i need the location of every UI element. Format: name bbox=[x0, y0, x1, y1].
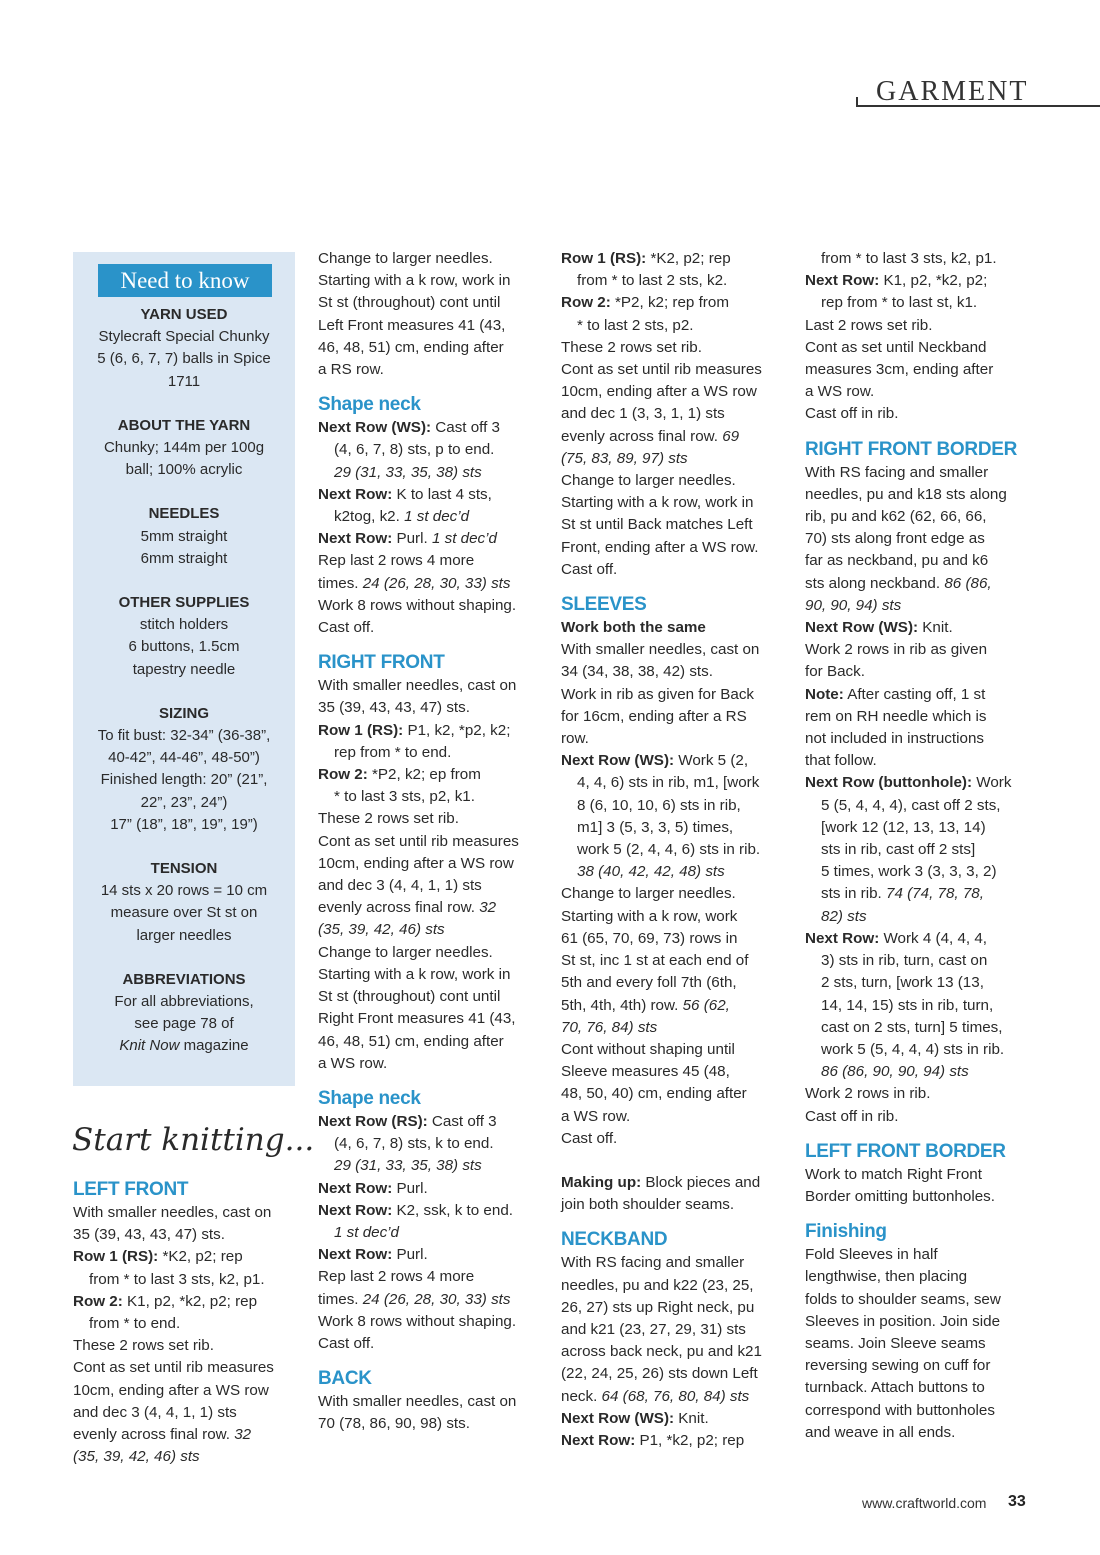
next-row: Next Row: Purl. 1 st dec’d bbox=[318, 530, 497, 548]
tension-line: measure over St st on bbox=[110, 904, 258, 922]
text-line: Fold Sleeves in half bbox=[805, 1246, 938, 1264]
text-line: 14, 14, 15) sts in rib, turn, bbox=[821, 996, 994, 1014]
text-line: 5 times, work 3 (3, 3, 3, 2) bbox=[821, 863, 997, 881]
text-line: * to last 2 sts, p2. bbox=[577, 316, 694, 334]
next-row: Next Row (WS): Cast off 3 bbox=[318, 419, 501, 437]
text-line: Work 2 rows in rib. bbox=[805, 1085, 931, 1103]
text-line: sts in rib. 74 (74, 78, 78, bbox=[821, 885, 984, 903]
next-row: Next Row (WS): Work 5 (2, bbox=[561, 752, 749, 770]
text-line: 10cm, ending after a WS row bbox=[73, 1381, 269, 1399]
header-rule-tick bbox=[856, 97, 858, 106]
text-line: Cont as set until rib measures bbox=[561, 361, 762, 379]
text-line: correspond with buttonholes bbox=[805, 1401, 995, 1419]
sizing-line: 40-42”, 44-46”, 48-50”) bbox=[108, 749, 260, 767]
text-line: a WS row. bbox=[805, 383, 875, 401]
text-line: sts in rib, cast off 2 sts] bbox=[821, 841, 976, 859]
text-line: sts along neckband. 86 (86, bbox=[805, 574, 992, 592]
text-line: 70, 76, 84) sts bbox=[561, 1018, 658, 1036]
text-line: Work 8 rows without shaping. bbox=[318, 1312, 517, 1330]
text-line: 29 (31, 33, 35, 38) sts bbox=[334, 1157, 482, 1175]
abbreviations-magazine: Knit Now magazine bbox=[119, 1037, 249, 1055]
text-line: (4, 6, 7, 8) sts, k to end. bbox=[334, 1135, 494, 1153]
text-line: Cont as set until rib measures bbox=[318, 832, 519, 850]
note: Note: After casting off, 1 st bbox=[805, 685, 986, 703]
finishing-heading: Finishing bbox=[805, 1221, 887, 1243]
left-front-heading: LEFT FRONT bbox=[73, 1179, 189, 1200]
text-line: not included in instructions bbox=[805, 730, 984, 748]
other-supplies-title: OTHER SUPPLIES bbox=[118, 594, 250, 612]
text-line: Cast off. bbox=[561, 560, 618, 578]
abbreviations-line: see page 78 of bbox=[134, 1015, 234, 1033]
yarn-used-title: YARN USED bbox=[140, 306, 228, 323]
text-line: across back neck, pu and k21 bbox=[561, 1343, 762, 1361]
text-line: With RS facing and smaller bbox=[805, 463, 989, 481]
other-supplies-line: tapestry needle bbox=[132, 660, 236, 678]
text-line: 70) sts along front edge as bbox=[805, 530, 985, 548]
text-line: 82) sts bbox=[821, 907, 867, 925]
text-line: 29 (31, 33, 35, 38) sts bbox=[334, 463, 482, 481]
text-line: needles, pu and k22 (23, 25, bbox=[561, 1276, 754, 1294]
text-line: Work in rib as given for Back bbox=[561, 685, 755, 703]
text-line: Work 8 rows without shaping. bbox=[318, 596, 517, 614]
text-line: With RS facing and smaller bbox=[561, 1254, 745, 1272]
text-line: Cast off in rib. bbox=[805, 1107, 899, 1125]
text-line: Cont without shaping until bbox=[561, 1040, 735, 1058]
text-line: far as neckband, pu and k6 bbox=[805, 552, 989, 570]
text-line: 1 st dec’d bbox=[334, 1223, 400, 1241]
text-line: (75, 83, 89, 97) sts bbox=[561, 449, 688, 467]
text-line: Left Front measures 41 (43, bbox=[318, 316, 506, 334]
text-line: times. 24 (26, 28, 30, 33) sts bbox=[318, 574, 511, 592]
footer-url[interactable]: www.craftworld.com bbox=[862, 1495, 987, 1511]
tension-line: 14 sts x 20 rows = 10 cm bbox=[100, 882, 268, 900]
text-line: 34 (34, 38, 38, 42) sts. bbox=[561, 663, 713, 681]
text-line: With smaller needles, cast on bbox=[561, 641, 760, 659]
other-supplies-line: 6 buttons, 1.5cm bbox=[128, 638, 240, 656]
section-label: GARMENT bbox=[876, 76, 1029, 107]
sizing-line: 17” (18”, 18”, 19”, 19”) bbox=[110, 815, 258, 833]
sizing-title: SIZING bbox=[158, 704, 209, 722]
needles-line: 5mm straight bbox=[140, 527, 228, 545]
sleeves-heading: SLEEVES bbox=[561, 594, 647, 616]
text-line: With smaller needles, cast on bbox=[318, 677, 517, 695]
text-line: St st (throughout) cont until bbox=[318, 988, 501, 1006]
about-yarn-line: ball; 100% acrylic bbox=[125, 461, 243, 479]
text-line: 10cm, ending after a WS row bbox=[318, 854, 514, 872]
text-line: (35, 39, 42, 46) sts bbox=[73, 1448, 200, 1466]
text-line: that follow. bbox=[805, 752, 877, 770]
text-line: 90, 90, 94) sts bbox=[805, 596, 902, 614]
about-yarn-line: Chunky; 144m per 100g bbox=[103, 439, 265, 457]
text-line: Change to larger needles. bbox=[318, 943, 493, 961]
text-line: * to last 3 sts, p2, k1. bbox=[334, 788, 475, 806]
back-heading: BACK bbox=[318, 1368, 372, 1390]
neckband-heading: NECKBAND bbox=[561, 1229, 668, 1251]
text-line: for 16cm, ending after a RS bbox=[561, 707, 747, 725]
tension-line: larger needles bbox=[136, 926, 232, 944]
text-line: rib, pu and k62 (62, 66, 66, bbox=[805, 508, 987, 526]
text-line: cast on 2 sts, turn] 5 times, bbox=[821, 1018, 1003, 1036]
text-line: evenly across final row. 32 bbox=[318, 899, 497, 917]
text-line: from * to last 3 sts, k2, p1. bbox=[821, 250, 997, 267]
sleeves-subheading: Work both the same bbox=[561, 619, 706, 637]
sizing-line: 22”, 23”, 24”) bbox=[140, 793, 228, 811]
text-line: 5th and every foll 7th (6th, bbox=[561, 974, 737, 992]
page-number: 33 bbox=[1008, 1493, 1026, 1510]
text-line: Starting with a k row, work bbox=[561, 907, 738, 925]
row-2: Row 2: *P2, k2; ep from bbox=[318, 766, 481, 784]
text-line: join both shoulder seams. bbox=[561, 1196, 735, 1214]
text-line: and dec 3 (4, 4, 1, 1) sts bbox=[73, 1403, 237, 1421]
text-line: Change to larger needles. bbox=[561, 885, 736, 903]
next-row: Next Row (RS): Cast off 3 bbox=[318, 1112, 497, 1130]
next-row: Next Row: K1, p2, *k2, p2; bbox=[805, 272, 988, 290]
text-line: turnback. Attach buttons to bbox=[805, 1379, 985, 1397]
next-row: Next Row (WS): Knit. bbox=[561, 1409, 709, 1427]
text-line: St st (throughout) cont until bbox=[318, 294, 501, 312]
text-line: 35 (39, 43, 43, 47) sts. bbox=[318, 699, 470, 717]
text-line: These 2 rows set rib. bbox=[73, 1337, 214, 1355]
row-2: Row 2: *P2, k2; rep from bbox=[561, 294, 729, 312]
text-line: measures 3cm, ending after bbox=[805, 361, 994, 379]
text-line: Sleeves in position. Join side bbox=[805, 1312, 1001, 1330]
text-line: 5 (5, 4, 4, 4), cast off 2 sts, bbox=[821, 796, 1001, 814]
text-line: (22, 24, 25, 26) sts down Left bbox=[561, 1365, 758, 1383]
text-line: Cast off. bbox=[318, 1334, 375, 1352]
needles-title: NEEDLES bbox=[148, 505, 220, 523]
text-line: 3) sts in rib, turn, cast on bbox=[821, 952, 988, 970]
shape-neck-heading: Shape neck bbox=[318, 1087, 421, 1109]
left-front-border-heading: LEFT FRONT BORDER bbox=[805, 1140, 1006, 1162]
text-line: Rep last 2 rows 4 more bbox=[318, 1268, 475, 1286]
text-line: Cont as set until Neckband bbox=[805, 338, 987, 356]
text-line: Cast off in rib. bbox=[805, 405, 899, 423]
next-row: Next Row (WS): Knit. bbox=[805, 619, 953, 637]
text-line: 4, 4, 6) sts in rib, m1, [work bbox=[577, 774, 760, 792]
text-line: With smaller needles, cast on bbox=[318, 1393, 517, 1411]
text-line: times. 24 (26, 28, 30, 33) sts bbox=[318, 1290, 511, 1308]
right-front-heading: RIGHT FRONT bbox=[318, 652, 445, 674]
text-line: 70 (78, 86, 90, 98) sts. bbox=[318, 1415, 470, 1433]
text-line: (4, 6, 7, 8) sts, p to end. bbox=[334, 441, 495, 459]
text-line: work 5 (2, 4, 4, 6) sts in rib. bbox=[577, 841, 761, 859]
column-1 bbox=[73, 1178, 274, 1468]
row-1: Row 1 (RS): *K2, p2; rep bbox=[73, 1248, 243, 1266]
row-2: Row 2: K1, p2, *k2, p2; rep bbox=[73, 1292, 258, 1310]
text-line: Starting with a k row, work in bbox=[561, 494, 754, 512]
text-line: Cont as set until rib measures bbox=[73, 1359, 274, 1377]
text-line: Starting with a k row, work in bbox=[318, 272, 511, 290]
text-line: work 5 (5, 4, 4, 4) sts in rib. bbox=[821, 1040, 1005, 1058]
text-line: These 2 rows set rib. bbox=[561, 338, 702, 356]
yarn-used-line: 5 (6, 6, 7, 7) balls in Spice bbox=[97, 350, 271, 368]
text-line: and dec 1 (3, 3, 1, 1) sts bbox=[561, 405, 725, 423]
text-line: Change to larger needles. bbox=[561, 472, 736, 490]
text-line: 35 (39, 43, 43, 47) sts. bbox=[73, 1226, 225, 1244]
need-to-know-content bbox=[73, 304, 295, 1058]
start-knitting-heading: Start knitting... bbox=[72, 1122, 315, 1158]
text-line: for Back. bbox=[805, 663, 865, 681]
text-line: With smaller needles, cast on bbox=[73, 1204, 272, 1221]
text-line: rep from * to last st, k1. bbox=[821, 294, 978, 312]
text-line: evenly across final row. 32 bbox=[73, 1426, 252, 1444]
text-line: folds to shoulder seams, sew bbox=[805, 1290, 1001, 1308]
column-2 bbox=[318, 248, 519, 1436]
yarn-used-line: Stylecraft Special Chunky bbox=[98, 328, 270, 346]
text-line: 61 (65, 70, 69, 73) rows in bbox=[561, 929, 738, 947]
text-line: Change to larger needles. bbox=[318, 250, 493, 267]
next-row: Next Row: Purl. bbox=[318, 1246, 428, 1264]
text-line: neck. 64 (68, 76, 80, 84) sts bbox=[561, 1387, 750, 1405]
sizing-line: Finished length: 20” (21”, bbox=[100, 771, 268, 789]
text-line: from * to end. bbox=[89, 1315, 181, 1333]
text-line: and weave in all ends. bbox=[805, 1423, 956, 1441]
next-row: Next Row: P1, *k2, p2; rep bbox=[561, 1431, 745, 1449]
text-line: rep from * to end. bbox=[334, 743, 452, 761]
text-line: 46, 48, 51) cm, ending after bbox=[318, 1032, 504, 1050]
text-line: from * to last 2 sts, k2. bbox=[577, 272, 728, 290]
about-yarn-title: ABOUT THE YARN bbox=[117, 416, 251, 434]
text-line: 2 sts, turn, [work 13 (13, bbox=[821, 974, 984, 992]
column-4 bbox=[805, 248, 1017, 1444]
text-line: St st until Back matches Left bbox=[561, 516, 753, 534]
text-line: a RS row. bbox=[318, 361, 384, 379]
sizing-line: To fit bust: 32-34” (36-38”, bbox=[97, 727, 271, 745]
text-line: needles, pu and k18 sts along bbox=[805, 485, 1007, 503]
text-line: Rep last 2 rows 4 more bbox=[318, 552, 475, 570]
text-line: reversing sewing on cuff for bbox=[805, 1357, 991, 1375]
next-row: Next Row: Purl. bbox=[318, 1179, 428, 1197]
text-line: seams. Join Sleeve seams bbox=[805, 1334, 986, 1352]
text-line: These 2 rows set rib. bbox=[318, 810, 459, 828]
need-to-know-title: Need to know bbox=[98, 264, 272, 297]
right-front-border-heading: RIGHT FRONT BORDER bbox=[805, 438, 1018, 460]
next-row: Next Row: K to last 4 sts, bbox=[318, 485, 492, 503]
text-line: 26, 27) sts up Right neck, pu bbox=[561, 1298, 755, 1316]
text-line: Sleeve measures 45 (48, bbox=[561, 1063, 730, 1081]
text-line: Work to match Right Front bbox=[805, 1165, 982, 1183]
needles-line: 6mm straight bbox=[140, 549, 228, 567]
text-line: 38 (40, 42, 42, 48) sts bbox=[577, 863, 725, 881]
text-line: rem on RH needle which is bbox=[805, 707, 987, 725]
text-line: row. bbox=[561, 730, 589, 748]
text-line: Starting with a k row, work in bbox=[318, 965, 511, 983]
tension-title: TENSION bbox=[150, 860, 218, 878]
text-line: and dec 3 (4, 4, 1, 1) sts bbox=[318, 877, 482, 895]
text-line: (35, 39, 42, 46) sts bbox=[318, 921, 445, 939]
next-row: Next Row (buttonhole): Work bbox=[805, 774, 1012, 792]
yarn-used-line: 1711 bbox=[167, 372, 201, 390]
text-line: and k21 (23, 27, 29, 31) sts bbox=[561, 1320, 746, 1338]
column-3 bbox=[561, 248, 762, 1452]
next-row: Next Row: K2, ssk, k to end. bbox=[318, 1201, 513, 1219]
text-line: k2tog, k2. 1 st dec’d bbox=[334, 508, 470, 526]
text-line: Cast off. bbox=[318, 619, 375, 637]
text-line: 48, 50, 40) cm, ending after bbox=[561, 1085, 747, 1103]
next-row: Next Row: Work 4 (4, 4, 4, bbox=[805, 929, 988, 947]
making-up: Making up: Block pieces and bbox=[561, 1173, 761, 1191]
row-1: Row 1 (RS): *K2, p2; rep bbox=[561, 250, 731, 267]
text-line: 10cm, ending after a WS row bbox=[561, 383, 757, 401]
text-line: Cast off. bbox=[561, 1129, 618, 1147]
text-line: a WS row. bbox=[561, 1107, 631, 1125]
row-1: Row 1 (RS): P1, k2, *p2, k2; bbox=[318, 721, 511, 739]
text-line: m1] 3 (5, 3, 3, 5) times, bbox=[577, 818, 734, 836]
text-line: [work 12 (12, 13, 13, 14) bbox=[821, 818, 986, 836]
text-line: Front, ending after a WS row. bbox=[561, 538, 759, 556]
text-line: Border omitting buttonholes. bbox=[805, 1187, 995, 1205]
text-line: evenly across final row. 69 bbox=[561, 427, 740, 445]
text-line: 86 (86, 90, 90, 94) sts bbox=[821, 1063, 969, 1081]
shape-neck-heading: Shape neck bbox=[318, 394, 421, 416]
text-line: lengthwise, then placing bbox=[805, 1268, 968, 1286]
text-line: from * to last 3 sts, k2, p1. bbox=[89, 1270, 265, 1288]
text-line: Right Front measures 41 (43, bbox=[318, 1010, 516, 1028]
text-line: Last 2 rows set rib. bbox=[805, 316, 933, 334]
other-supplies-line: stitch holders bbox=[139, 616, 229, 634]
text-line: 8 (6, 10, 10, 6) sts in rib, bbox=[577, 796, 741, 814]
text-line: Work 2 rows in rib as given bbox=[805, 641, 988, 659]
text-line: a WS row. bbox=[318, 1054, 388, 1072]
text-line: St st, inc 1 st at each end of bbox=[561, 952, 749, 970]
abbreviations-line: For all abbreviations, bbox=[114, 993, 254, 1011]
abbreviations-title: ABBREVIATIONS bbox=[122, 970, 246, 988]
text-line: 5th, 4th, 4th) row. 56 (62, bbox=[561, 996, 730, 1014]
text-line: 46, 48, 51) cm, ending after bbox=[318, 338, 504, 356]
header-rule bbox=[856, 105, 1100, 107]
